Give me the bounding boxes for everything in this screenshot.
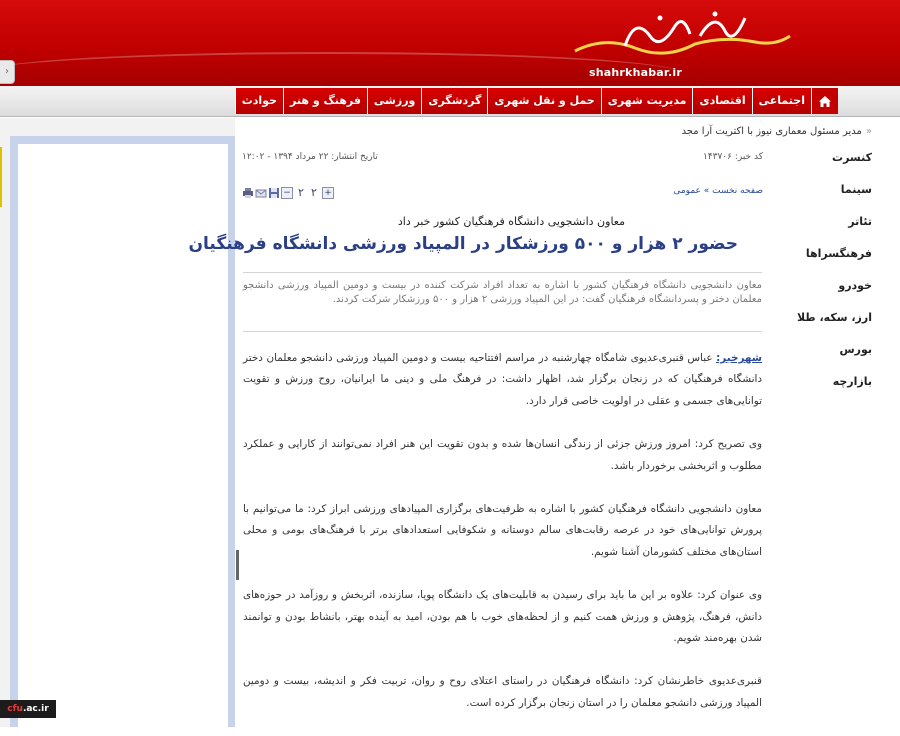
paragraph-1 bbox=[243, 348, 762, 412]
sidebar-item-cars[interactable]: خودرو bbox=[838, 279, 872, 292]
home-icon[interactable] bbox=[811, 88, 838, 114]
article-id: کد خبر: ۱۴۳۷۰۶ bbox=[702, 152, 763, 162]
decrease-font-icon[interactable]: − bbox=[281, 187, 293, 199]
news-ticker[interactable] bbox=[682, 126, 872, 137]
paragraph-5: قنبری‌عدیوی خاطرنشان کرد: دانشگاه فرهنگیان در راستای اعتلای روح و روان، تربیت فکر و اندیشه، بیست و دومین المپیاد ورزشی دانشجو معلمان را در استان زنجان برگزار کرده است. bbox=[243, 675, 762, 709]
article-lead: معاون دانشجویی دانشگاه فرهنگیان کشور با اشاره به تعداد افراد شرکت کننده در بیست و دومین المپیاد ورزشی دانشجو معلمان دختر و پسردانشگاه فرهنگیان گفت: در این المپیاد ورزشی ۲ هزار و ۵۰۰ ورزشکار شرکت کردند. bbox=[243, 272, 762, 332]
font-size-large-icon: ۲ bbox=[311, 186, 317, 199]
article-headline: حضور ۲ هزار و ۵۰۰ ورزشکار در المپیاد ورزشی دانشگاه فرهنگیان bbox=[188, 234, 738, 254]
logo-url: shahrkhabar.ir bbox=[589, 66, 682, 79]
nav-item-tourism[interactable]: گردشگری bbox=[421, 88, 487, 114]
source-link[interactable]: شهرخبر: bbox=[716, 352, 762, 364]
sidebar-item-cinema[interactable]: سینما bbox=[840, 183, 872, 196]
nav-item-incidents[interactable]: حوادث bbox=[235, 88, 283, 114]
sidebar-item-currency-gold[interactable]: ارز، سکه، طلا bbox=[796, 311, 872, 324]
article-kicker: معاون دانشجویی دانشگاه فرهنگیان کشور خبر داد bbox=[397, 215, 625, 228]
increase-font-icon[interactable]: + bbox=[322, 187, 334, 199]
sidebar-item-theater[interactable]: تئاتر bbox=[848, 215, 872, 228]
nav-item-sports[interactable]: ورزشی bbox=[367, 88, 421, 114]
paragraph-3: معاون دانشجویی دانشگاه فرهنگیان کشور با اشاره به ظرفیت‌های برگزاری المپیادهای ورزشی ابراز کرد: ما می‌توانیم با پرورش توانایی‌های خود در عرصه رقابت‌های سالم دوستانه و شکوفایی استعدادهای برتر با فرهنگ‌های بومی و محلی استان‌های مختلف کشورمان آشنا شویم. bbox=[243, 503, 762, 558]
scroll-handle[interactable] bbox=[236, 550, 239, 580]
nav-bar bbox=[235, 88, 838, 114]
left-ad-frame bbox=[10, 136, 235, 727]
article-body bbox=[243, 348, 762, 736]
badge-suffix: .ac.ir bbox=[22, 704, 49, 714]
site-logo[interactable] bbox=[565, 6, 795, 82]
sidebar-item-stock[interactable]: بورس bbox=[839, 343, 872, 356]
font-size-icon: ۲ bbox=[298, 186, 304, 199]
save-icon[interactable] bbox=[268, 187, 278, 199]
cfu-badge[interactable] bbox=[0, 700, 56, 718]
badge-prefix: cfu bbox=[7, 704, 23, 714]
collapse-arrow-icon[interactable]: ‹ bbox=[0, 60, 15, 84]
paragraph-4: وی عنوان کرد: علاوه بر این ما باید برای رسیدن به قابلیت‌های یک دانشگاه پویا، سازنده، اثربخش و روزآمد در حوزه‌های دانش، فرهنگ، پژوهش و ورزش همت کنیم و از لحظه‌های خوب با هم بودن، امید به آینده بهتر، بانشاط بودن و توانمند شدن بهره‌مند شویم. bbox=[243, 589, 762, 645]
left-ad-area[interactable] bbox=[18, 144, 228, 727]
nav-item-transport[interactable]: حمل و نقل شهری bbox=[487, 88, 600, 114]
publish-date: تاریخ انتشار: ۲۲ مرداد ۱۳۹۴ - ۱۲:۰۲ bbox=[242, 152, 378, 162]
nav-item-culture-art[interactable]: فرهنگ و هنر bbox=[283, 88, 367, 114]
sidebar-item-concert[interactable]: کنسرت bbox=[832, 151, 872, 164]
breadcrumb[interactable]: صفحه نخست » عمومی bbox=[673, 186, 763, 196]
nav-item-economy[interactable]: اقتصادی bbox=[692, 88, 751, 114]
main-nav bbox=[0, 86, 900, 117]
ticker-text: مدیر مسئول معماری نیوز با اکتریت آرا مجد bbox=[681, 126, 862, 137]
paragraph-text: عباس قنبری‌عدیوی شامگاه چهارشنبه در مراسم افتتاحیه بیست و دومین المپیاد ورزشی دانشجو معلمان دختر دانشگاه فرهنگیان که در زنجان برگزار شد، اظهار داشت: در فرهنگ ملی و دینی ما ایرانیان، روح ورزش و تقویت توانایی‌های جسمی و عقلی در اولویت خاصی قرار دارد. bbox=[243, 352, 762, 407]
article-tools bbox=[242, 186, 334, 200]
print-icon[interactable] bbox=[242, 187, 252, 199]
sidebar-item-bazaar[interactable]: بازارچه bbox=[832, 375, 872, 388]
site-header bbox=[0, 0, 900, 86]
logo-script-icon bbox=[565, 6, 795, 66]
paragraph-2: وی تصریح کرد: امروز ورزش جزئی از زندگی انسان‌ها شده و بدون تقویت این هنر افراد نمی‌توانند از کارایی و عملکرد مطلوب و اثربخشی برخوردار باشد. bbox=[243, 438, 762, 472]
left-edge-marker bbox=[0, 147, 2, 207]
ticker-arrow-icon: « bbox=[865, 126, 872, 137]
sidebar-item-culture-houses[interactable]: فرهنگسراها bbox=[805, 247, 872, 260]
nav-item-social[interactable]: اجتماعی bbox=[752, 88, 811, 114]
email-icon[interactable] bbox=[255, 187, 265, 199]
nav-item-urban-management[interactable]: مدیریت شهری bbox=[601, 88, 693, 114]
